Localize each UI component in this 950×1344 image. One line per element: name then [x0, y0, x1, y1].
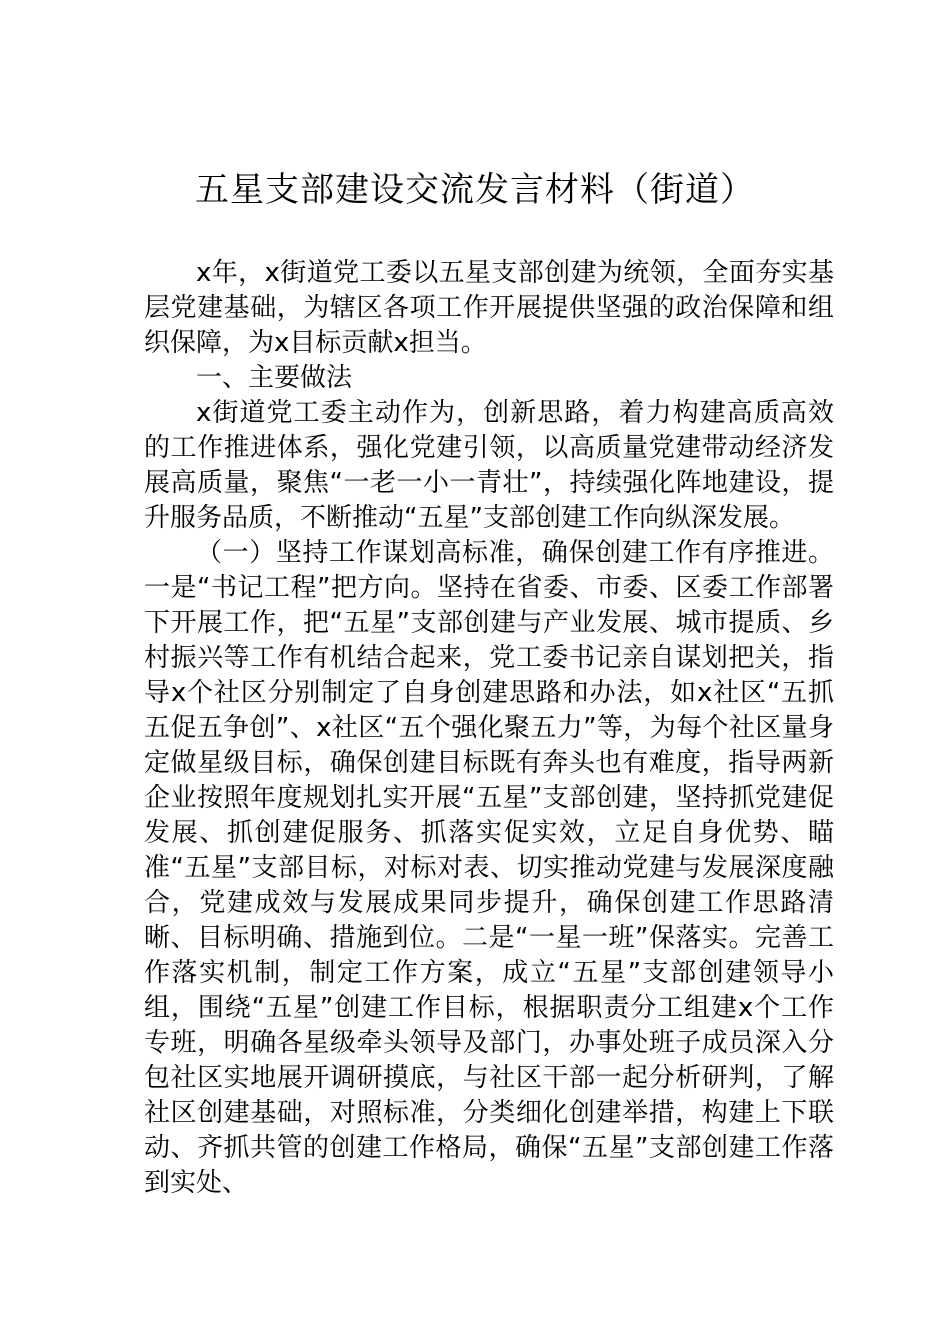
document-body — [144, 256, 834, 1201]
subsection-paragraph: （一）坚持工作谋划高标准，确保创建工作有序推进。一是“书记工程”把方向。坚持在省委、市委、区委工作部署下开展工作，把“五星”支部创建与产业发展、城市提质、乡村振兴等工作有机结合起来，党工委书记亲自谋划把关，指导x个社区分别制定了自身创建思路和办法，如x社区“五抓五促五争创”、x社区“五个强化聚五力”等，为每个社区量身定做星级目标，确保创建目标既有奔头也有难度，指导两新企业按照年度规划扎实开展“五星”支部创建，坚持抓党建促发展、抓创建促服务、抓落实促实效，立足自身优势、瞄准“五星”支部目标，对标对表、切实推动党建与发展深度融合，党建成效与发展成果同步提升，确保创建工作思路清晰、目标明确、措施到位。二是“一星一班”保落实。完善工作落实机制，制定工作方案，成立“五星”支部创建领导小组，围绕“五星”创建工作目标，根据职责分工组建x个工作专班，明确各星级牵头领导及部门，办事处班子成员深入分包社区实地展开调研摸底，与社区干部一起分析研判，了解社区创建基础，对照标准，分类细化创建举措，构建上下联动、齐抓共管的创建工作格局，确保“五星”支部创建工作落到实处、 — [144, 538, 834, 1198]
intro-paragraph: x年，x街道党工委以五星支部创建为统领，全面夯实基层党建基础，为辖区各项工作开展提供坚强的政治保障和组织保障，为x目标贡献x担当。 — [144, 258, 834, 358]
section-intro-paragraph: x街道党工委主动作为，创新思路，着力构建高质高效的工作推进体系，强化党建引领，以高质量党建带动经济发展高质量，聚焦“一老一小一青壮”，持续强化阵地建设，提升服务品质，不断推动“五星”支部创建工作向纵深发展。 — [144, 398, 834, 533]
section-heading: 一、主要做法 — [196, 363, 353, 393]
document-title: 五星支部建设交流发言材料（街道） — [195, 170, 755, 210]
